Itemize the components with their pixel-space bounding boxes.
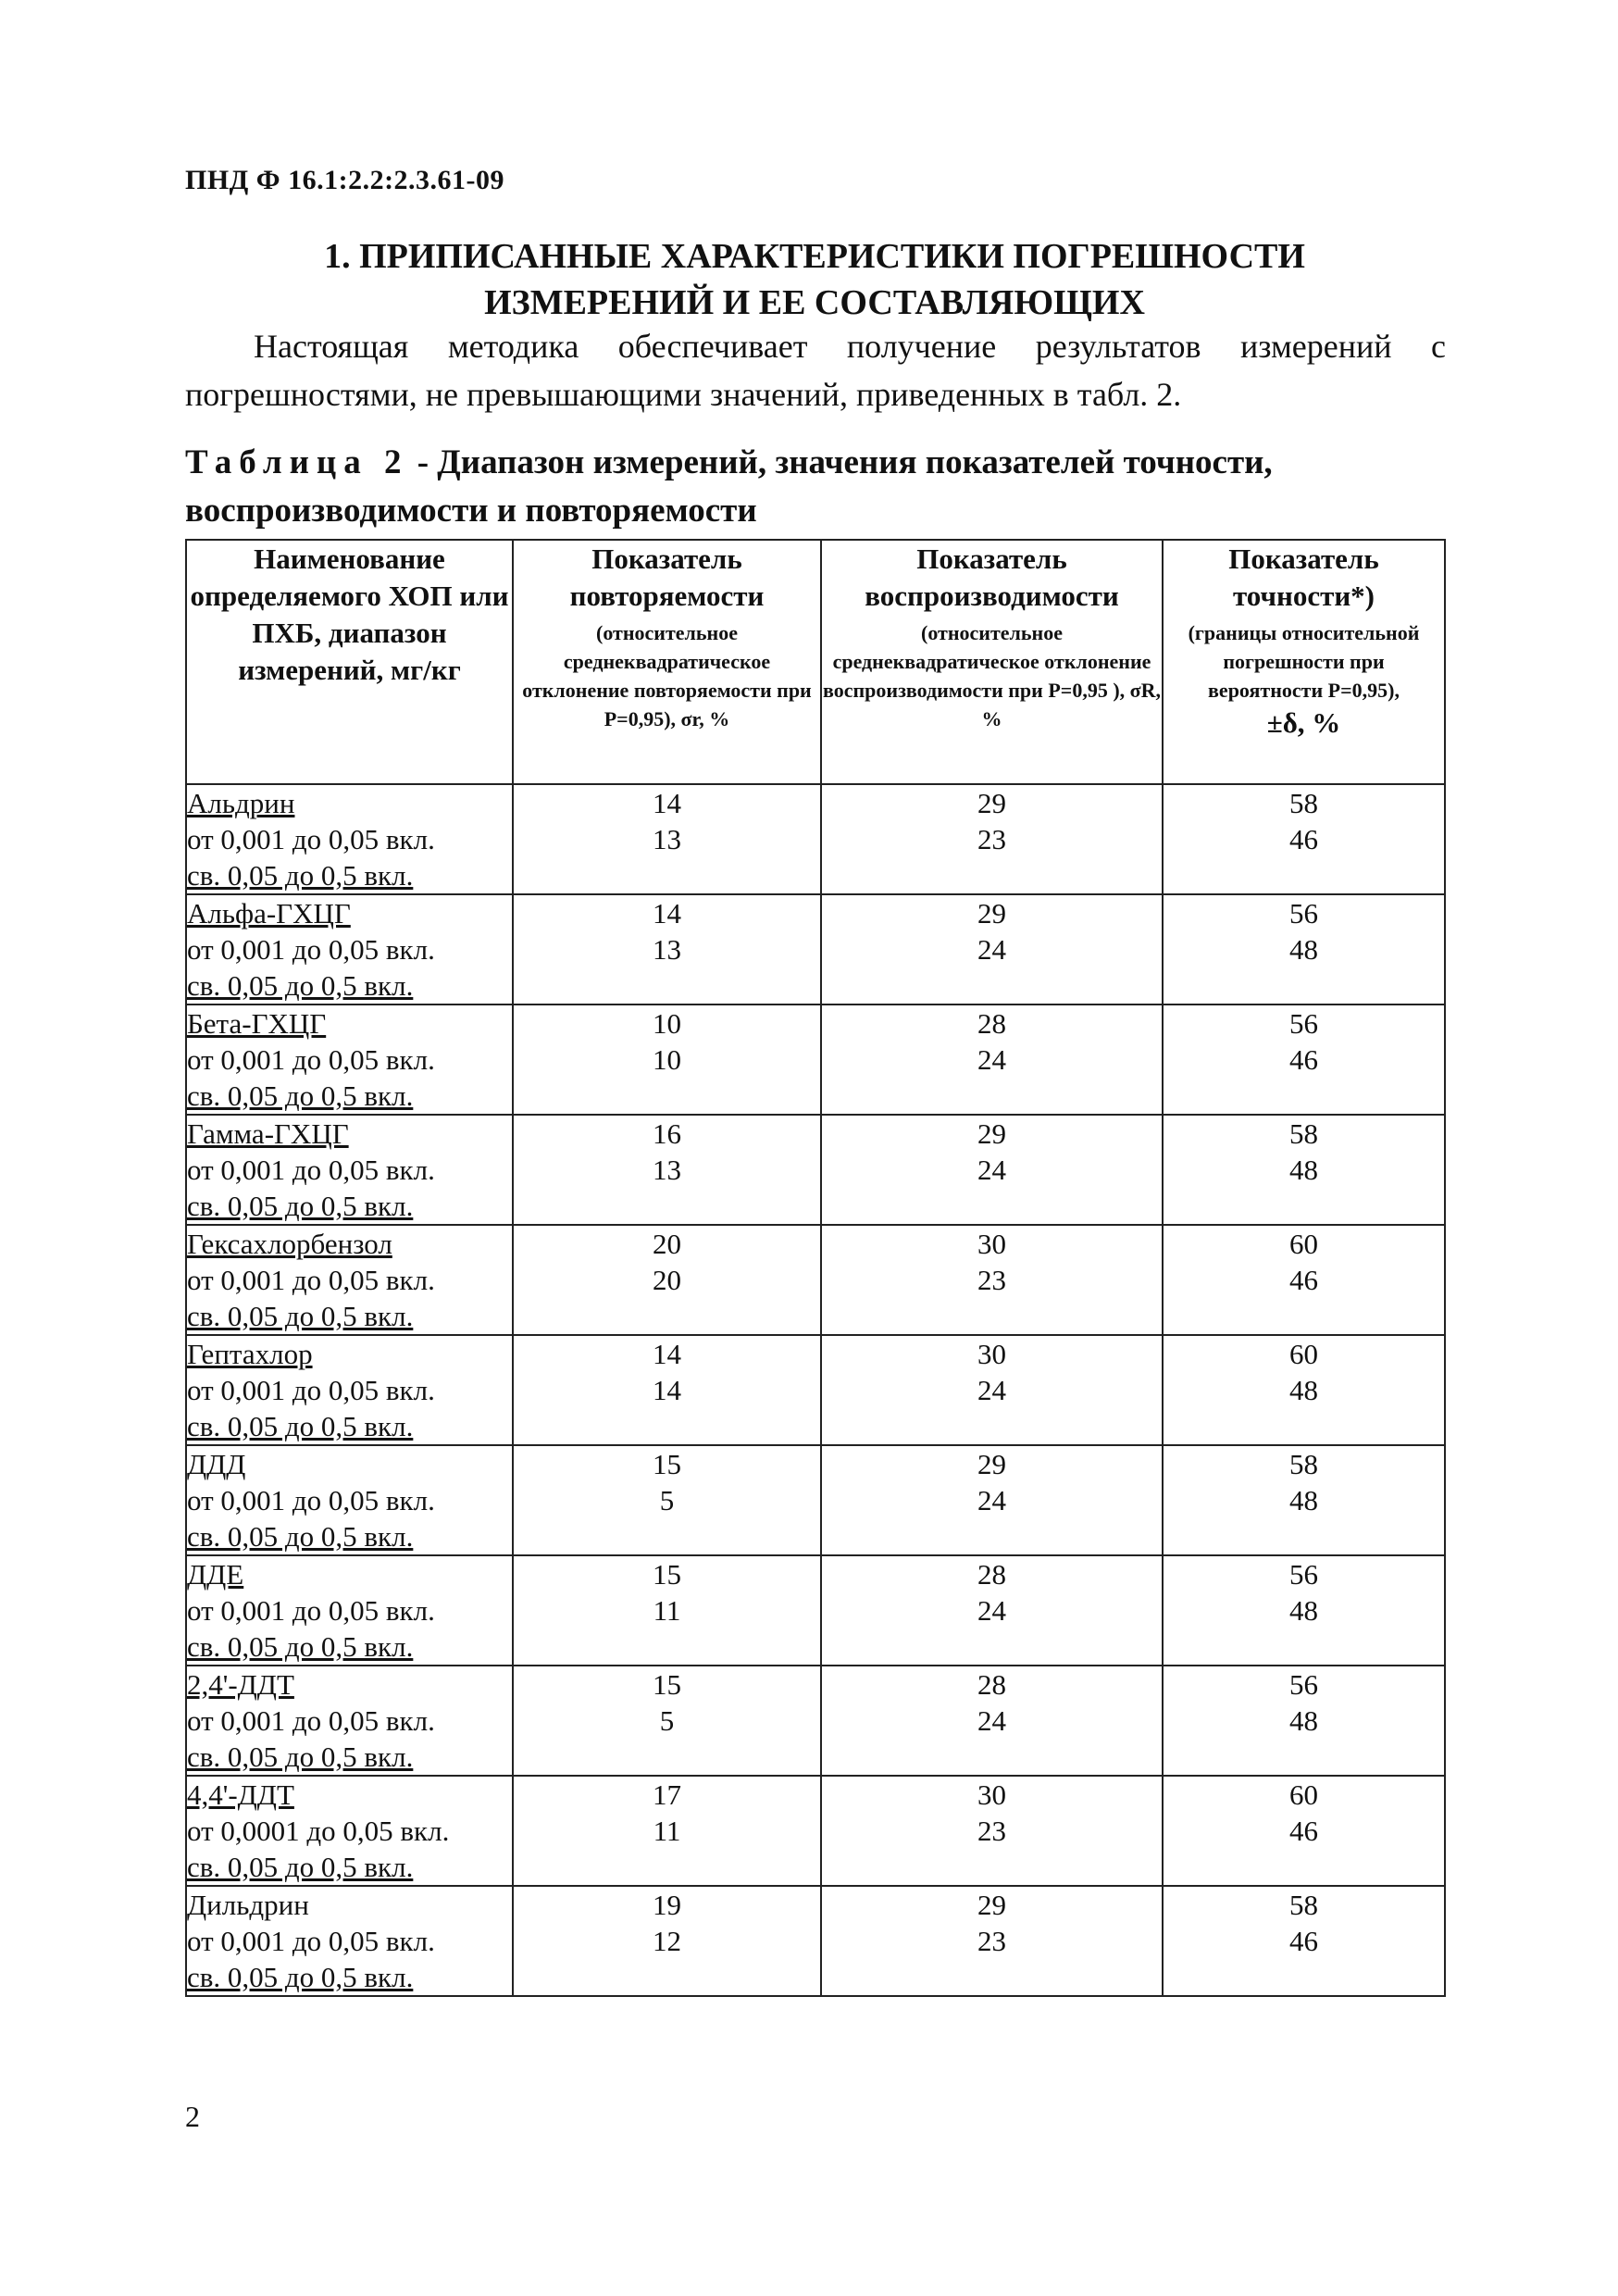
section-title <box>185 233 1444 326</box>
repeatability-value: 14 <box>653 1338 681 1370</box>
accuracy-value: 48 <box>1289 1704 1318 1737</box>
section-title-line1: 1. ПРИПИСАННЫЕ ХАРАКТЕРИСТИКИ ПОГРЕШНОСТИ <box>324 237 1305 276</box>
concentration-range: от 0,001 до 0,05 вкл. <box>187 1704 435 1737</box>
reproducibility-value: 23 <box>977 1264 1006 1296</box>
table-row <box>186 1335 1445 1445</box>
accuracy-value: 60 <box>1289 1778 1318 1811</box>
table-row <box>186 1115 1445 1225</box>
compound-name: Альфа-ГХЦГ <box>187 897 351 930</box>
header-reproducibility-desc: (относительное среднеквадратическое отклонение воспроизводимости при Р=0,95 ), σR, % <box>822 621 1161 730</box>
accuracy-value-cell <box>1163 784 1445 894</box>
concentration-range: св. 0,05 до 0,5 вкл. <box>187 1520 414 1553</box>
reproducibility-value: 24 <box>977 1374 1006 1406</box>
reproducibility-value-cell <box>821 1776 1163 1886</box>
accuracy-value-cell <box>1163 1555 1445 1666</box>
repeatability-value-cell <box>513 1225 821 1335</box>
repeatability-value-cell <box>513 1886 821 1996</box>
section-title-line2: ИЗМЕРЕНИЙ И ЕЕ СОСТАВЛЯЮЩИХ <box>484 283 1145 322</box>
concentration-range: св. 0,05 до 0,5 вкл. <box>187 1410 414 1442</box>
table-row <box>186 1004 1445 1115</box>
repeatability-value: 11 <box>653 1594 681 1627</box>
reproducibility-value-cell <box>821 1335 1163 1445</box>
accuracy-value-cell <box>1163 1776 1445 1886</box>
table-row <box>186 784 1445 894</box>
reproducibility-value-cell <box>821 1555 1163 1666</box>
compound-cell <box>186 1555 513 1666</box>
compound-cell <box>186 1445 513 1555</box>
repeatability-value-cell <box>513 894 821 1004</box>
reproducibility-value: 30 <box>977 1228 1006 1260</box>
repeatability-value: 13 <box>653 933 681 966</box>
concentration-range: от 0,001 до 0,05 вкл. <box>187 1484 435 1516</box>
reproducibility-value: 28 <box>977 1558 1006 1591</box>
repeatability-value-cell <box>513 1115 821 1225</box>
reproducibility-value: 30 <box>977 1338 1006 1370</box>
accuracy-value: 46 <box>1289 1264 1318 1296</box>
repeatability-value: 16 <box>653 1117 681 1150</box>
repeatability-value: 15 <box>653 1448 681 1480</box>
repeatability-value: 10 <box>653 1043 681 1076</box>
reproducibility-value: 29 <box>977 1889 1006 1921</box>
reproducibility-value: 28 <box>977 1668 1006 1701</box>
reproducibility-value-cell <box>821 784 1163 894</box>
repeatability-value: 5 <box>659 1484 675 1516</box>
reproducibility-value: 24 <box>977 1154 1006 1186</box>
reproducibility-value-cell <box>821 1666 1163 1776</box>
reproducibility-value-cell <box>821 1445 1163 1555</box>
concentration-range: св. 0,05 до 0,5 вкл. <box>187 969 414 1002</box>
concentration-range: от 0,001 до 0,05 вкл. <box>187 1374 435 1406</box>
concentration-range: св. 0,05 до 0,5 вкл. <box>187 1961 414 1993</box>
accuracy-value: 56 <box>1289 1007 1318 1040</box>
reproducibility-value: 23 <box>977 1925 1006 1957</box>
repeatability-value: 14 <box>653 787 681 819</box>
concentration-range: св. 0,05 до 0,5 вкл. <box>187 1630 414 1663</box>
accuracy-value-cell <box>1163 1225 1445 1335</box>
reproducibility-value: 23 <box>977 823 1006 855</box>
concentration-range: от 0,001 до 0,05 вкл. <box>187 823 435 855</box>
concentration-range: от 0,0001 до 0,05 вкл. <box>187 1815 450 1847</box>
repeatability-value-cell <box>513 1335 821 1445</box>
header-repeatability-desc: (относительное среднеквадратическое отклонение повторяемости при Р=0,95), σr, % <box>522 621 812 730</box>
repeatability-value: 20 <box>653 1264 681 1296</box>
repeatability-value: 13 <box>653 1154 681 1186</box>
compound-name: 2,4'-ДДТ <box>187 1668 294 1701</box>
header-reproducibility-title: Показатель воспроизводимости <box>865 543 1119 612</box>
accuracy-value-cell <box>1163 1004 1445 1115</box>
compound-name: 4,4'-ДДТ <box>187 1778 294 1811</box>
accuracy-value: 46 <box>1289 1925 1318 1957</box>
repeatability-value: 17 <box>653 1778 681 1811</box>
repeatability-value: 15 <box>653 1668 681 1701</box>
table-row <box>186 1555 1445 1666</box>
header-accuracy-title: Показатель точности*) <box>1228 543 1379 612</box>
accuracy-value-cell <box>1163 1666 1445 1776</box>
reproducibility-value-cell <box>821 1225 1163 1335</box>
header-accuracy-unit: ±δ, % <box>1266 706 1341 739</box>
repeatability-value: 11 <box>653 1815 681 1847</box>
compound-cell <box>186 1335 513 1445</box>
results-table <box>185 539 1446 1997</box>
header-name-text: Наименование определяемого ХОП или ПХБ, диапазон измерений, мг/кг <box>190 543 509 686</box>
reproducibility-value: 24 <box>977 1484 1006 1516</box>
table-row <box>186 1666 1445 1776</box>
table-row <box>186 1445 1445 1555</box>
concentration-range: от 0,001 до 0,05 вкл. <box>187 1154 435 1186</box>
accuracy-value: 46 <box>1289 1815 1318 1847</box>
compound-name: ДДЕ <box>187 1558 244 1591</box>
accuracy-value: 48 <box>1289 1154 1318 1186</box>
reproducibility-value: 24 <box>977 1594 1006 1627</box>
accuracy-value: 56 <box>1289 1668 1318 1701</box>
accuracy-value-cell <box>1163 1335 1445 1445</box>
repeatability-value: 14 <box>653 1374 681 1406</box>
reproducibility-value: 29 <box>977 787 1006 819</box>
accuracy-value: 46 <box>1289 1043 1318 1076</box>
accuracy-value: 58 <box>1289 1117 1318 1150</box>
repeatability-value: 13 <box>653 823 681 855</box>
accuracy-value-cell <box>1163 1445 1445 1555</box>
accuracy-value-cell <box>1163 1886 1445 1996</box>
reproducibility-value-cell <box>821 1886 1163 1996</box>
compound-cell <box>186 1666 513 1776</box>
intro-paragraph: Настоящая методика обеспечивает получение результатов измерений с погрешностями, не превышающими значений, приведенных в табл. 2. <box>185 328 1446 413</box>
concentration-range: св. 0,05 до 0,5 вкл. <box>187 1190 414 1222</box>
table-row <box>186 1776 1445 1886</box>
reproducibility-value: 29 <box>977 1117 1006 1150</box>
page-number: 2 <box>185 2100 200 2133</box>
compound-name: Бета-ГХЦГ <box>187 1007 327 1040</box>
reproducibility-value: 24 <box>977 1704 1006 1737</box>
accuracy-value: 60 <box>1289 1338 1318 1370</box>
accuracy-value: 46 <box>1289 823 1318 855</box>
repeatability-value: 12 <box>653 1925 681 1957</box>
accuracy-value-cell <box>1163 894 1445 1004</box>
repeatability-value-cell <box>513 784 821 894</box>
reproducibility-value-cell <box>821 1004 1163 1115</box>
repeatability-value-cell <box>513 1666 821 1776</box>
concentration-range: св. 0,05 до 0,5 вкл. <box>187 859 414 892</box>
table-header-row <box>186 540 1445 784</box>
table-caption-lead: Таблица 2 <box>185 443 409 481</box>
compound-name: Дильдрин <box>187 1889 309 1921</box>
table-caption-text: - Диапазон измерений, значения показателей точности, воспроизводимости и повторяемости <box>185 443 1273 530</box>
reproducibility-value-cell <box>821 1115 1163 1225</box>
concentration-range: св. 0,05 до 0,5 вкл. <box>187 1300 414 1332</box>
reproducibility-value: 23 <box>977 1815 1006 1847</box>
header-name-column <box>186 540 513 784</box>
table-caption <box>185 439 1446 535</box>
header-repeatability-title: Показатель повторяемости <box>569 543 765 612</box>
accuracy-value-cell <box>1163 1115 1445 1225</box>
repeatability-value: 20 <box>653 1228 681 1260</box>
compound-name: Гамма-ГХЦГ <box>187 1117 349 1150</box>
accuracy-value: 48 <box>1289 1484 1318 1516</box>
repeatability-value: 19 <box>653 1889 681 1921</box>
repeatability-value-cell <box>513 1555 821 1666</box>
compound-name: Гексахлорбензол <box>187 1228 392 1260</box>
concentration-range: св. 0,05 до 0,5 вкл. <box>187 1079 414 1112</box>
header-accuracy-desc: (границы относительной погрешности при вероятности Р=0,95), <box>1188 621 1420 702</box>
reproducibility-value: 24 <box>977 1043 1006 1076</box>
concentration-range: св. 0,05 до 0,5 вкл. <box>187 1741 414 1773</box>
accuracy-value: 58 <box>1289 1448 1318 1480</box>
compound-cell <box>186 894 513 1004</box>
compound-name: Альдрин <box>187 787 295 819</box>
reproducibility-value-cell <box>821 894 1163 1004</box>
concentration-range: св. 0,05 до 0,5 вкл. <box>187 1851 414 1883</box>
header-repeatability-column <box>513 540 821 784</box>
table-row <box>186 894 1445 1004</box>
accuracy-value: 58 <box>1289 787 1318 819</box>
compound-cell <box>186 1225 513 1335</box>
compound-cell <box>186 1776 513 1886</box>
repeatability-value: 14 <box>653 897 681 930</box>
accuracy-value: 48 <box>1289 1374 1318 1406</box>
header-accuracy-column <box>1163 540 1445 784</box>
repeatability-value: 15 <box>653 1558 681 1591</box>
concentration-range: от 0,001 до 0,05 вкл. <box>187 1594 435 1627</box>
repeatability-value-cell <box>513 1004 821 1115</box>
repeatability-value-cell <box>513 1445 821 1555</box>
table-body <box>186 784 1445 1996</box>
reproducibility-value: 29 <box>977 1448 1006 1480</box>
compound-cell <box>186 1004 513 1115</box>
accuracy-value: 48 <box>1289 1594 1318 1627</box>
header-reproducibility-column <box>821 540 1163 784</box>
table-row <box>186 1225 1445 1335</box>
accuracy-value: 58 <box>1289 1889 1318 1921</box>
concentration-range: от 0,001 до 0,05 вкл. <box>187 933 435 966</box>
document-code: ПНД Ф 16.1:2.2:2.3.61-09 <box>185 165 505 195</box>
reproducibility-value: 30 <box>977 1778 1006 1811</box>
table-row <box>186 1886 1445 1996</box>
accuracy-value: 56 <box>1289 897 1318 930</box>
compound-cell <box>186 784 513 894</box>
repeatability-value: 10 <box>653 1007 681 1040</box>
reproducibility-value: 24 <box>977 933 1006 966</box>
repeatability-value: 5 <box>659 1704 675 1737</box>
reproducibility-value: 28 <box>977 1007 1006 1040</box>
accuracy-value: 60 <box>1289 1228 1318 1260</box>
compound-cell <box>186 1115 513 1225</box>
compound-name: ДДД <box>187 1448 246 1480</box>
accuracy-value: 48 <box>1289 933 1318 966</box>
compound-cell <box>186 1886 513 1996</box>
repeatability-value-cell <box>513 1776 821 1886</box>
concentration-range: от 0,001 до 0,05 вкл. <box>187 1043 435 1076</box>
compound-name: Гептахлор <box>187 1338 313 1370</box>
reproducibility-value: 29 <box>977 897 1006 930</box>
concentration-range: от 0,001 до 0,05 вкл. <box>187 1925 435 1957</box>
accuracy-value: 56 <box>1289 1558 1318 1591</box>
concentration-range: от 0,001 до 0,05 вкл. <box>187 1264 435 1296</box>
